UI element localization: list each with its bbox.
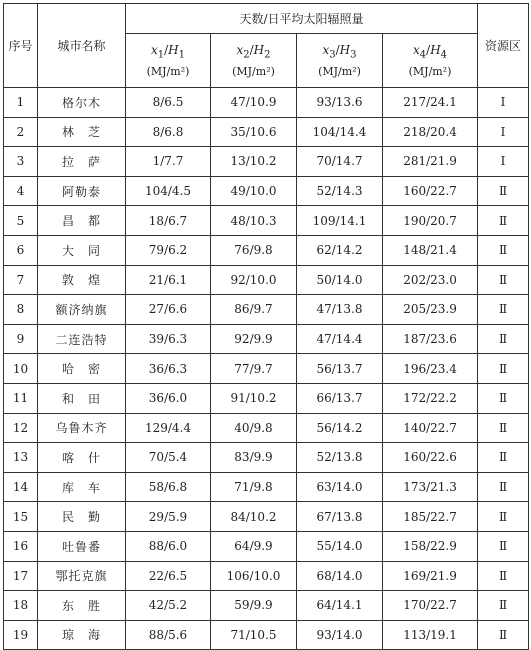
x3-h3-cell: 70/14.7: [297, 147, 383, 177]
x2-h2-cell: 59/9.9: [211, 591, 297, 621]
table-row: [4, 502, 529, 532]
x2-h2-cell: 76/9.8: [211, 235, 297, 265]
city-name-cell: 二连浩特: [38, 324, 126, 354]
x3-h3-cell: 66/13.7: [297, 383, 383, 413]
column-header-1: $x_1/H_1$ (MJ/m²): [126, 34, 211, 88]
city-name-cell: 喀 什: [38, 443, 126, 473]
row-index-cell: 8: [4, 295, 38, 325]
x1-h1-cell: 27/6.6: [126, 295, 211, 325]
column-var-x: x: [150, 43, 158, 58]
x3-h3-cell: 63/14.0: [297, 472, 383, 502]
x1-h1-cell: 129/4.4: [126, 413, 211, 443]
table-row: [4, 472, 529, 502]
x1-h1-cell: 88/6.0: [126, 531, 211, 561]
resource-zone-cell: Ⅱ: [478, 235, 529, 265]
x1-h1-cell: 70/5.4: [126, 443, 211, 473]
city-name-cell: 民 勤: [38, 502, 126, 532]
x4-h4-cell: 170/22.7: [383, 591, 478, 621]
table-row: [4, 413, 529, 443]
table-row: [4, 295, 529, 325]
x4-h4-cell: 187/23.6: [383, 324, 478, 354]
solar-radiation-table: [3, 3, 529, 650]
x3-h3-cell: 109/14.1: [297, 206, 383, 236]
x1-h1-cell: 42/5.2: [126, 591, 211, 621]
column-var-h: H: [253, 43, 265, 58]
row-index-cell: 12: [4, 413, 38, 443]
x3-h3-cell: 50/14.0: [297, 265, 383, 295]
x1-h1-cell: 39/6.3: [126, 324, 211, 354]
index-header: 序号: [4, 4, 38, 88]
days-radiation-group-header: 天数/日平均太阳辐照量: [126, 4, 478, 34]
column-var-h-index: 3: [350, 49, 357, 61]
x4-h4-cell: 281/21.9: [383, 147, 478, 177]
table-row: [4, 176, 529, 206]
x2-h2-cell: 40/9.8: [211, 413, 297, 443]
resource-zone-cell: Ⅱ: [478, 265, 529, 295]
resource-zone-cell: Ⅱ: [478, 561, 529, 591]
city-name-cell: 昌 都: [38, 206, 126, 236]
table-row: [4, 324, 529, 354]
row-index-cell: 16: [4, 531, 38, 561]
table-row: [4, 88, 529, 118]
resource-zone-cell: Ⅱ: [478, 531, 529, 561]
x1-h1-cell: 8/6.8: [126, 117, 211, 147]
x2-h2-cell: 83/9.9: [211, 443, 297, 473]
column-unit: (MJ/m²): [146, 64, 190, 78]
x3-h3-cell: 55/14.0: [297, 531, 383, 561]
table-row: [4, 591, 529, 621]
column-var-h: H: [339, 43, 351, 58]
x1-h1-cell: 36/6.0: [126, 383, 211, 413]
city-name-cell: 东 胜: [38, 591, 126, 621]
resource-zone-cell: Ⅱ: [478, 620, 529, 650]
row-index-cell: 2: [4, 117, 38, 147]
x4-h4-cell: 205/23.9: [383, 295, 478, 325]
city-name-cell: 额济纳旗: [38, 295, 126, 325]
resource-zone-cell: Ⅱ: [478, 591, 529, 621]
x2-h2-cell: 71/10.5: [211, 620, 297, 650]
column-var-h: H: [430, 43, 441, 58]
x3-h3-cell: 68/14.0: [297, 561, 383, 591]
city-name-header: 城市名称: [38, 4, 126, 88]
x4-h4-cell: 113/19.1: [383, 620, 478, 650]
city-name-cell: 大 同: [38, 235, 126, 265]
resource-zone-cell: Ⅱ: [478, 383, 529, 413]
x4-h4-cell: 148/21.4: [383, 235, 478, 265]
row-index-cell: 11: [4, 383, 38, 413]
row-index-cell: 17: [4, 561, 38, 591]
city-name-cell: 哈 密: [38, 354, 126, 384]
column-header-2: $x_2/H_2$ (MJ/m²): [211, 34, 297, 88]
row-index-cell: 7: [4, 265, 38, 295]
x4-h4-cell: 169/21.9: [383, 561, 478, 591]
city-name-cell: 吐鲁番: [38, 531, 126, 561]
x2-h2-cell: 49/10.0: [211, 176, 297, 206]
resource-zone-cell: Ⅱ: [478, 206, 529, 236]
x4-h4-cell: 190/20.7: [383, 206, 478, 236]
city-name-cell: 琼 海: [38, 620, 126, 650]
x3-h3-cell: 62/14.2: [297, 235, 383, 265]
resource-zone-cell: Ⅱ: [478, 324, 529, 354]
x2-h2-cell: 71/9.8: [211, 472, 297, 502]
column-var-x-index: 3: [329, 49, 336, 61]
x1-h1-cell: 88/5.6: [126, 620, 211, 650]
x3-h3-cell: 64/14.1: [297, 591, 383, 621]
x4-h4-cell: 185/22.7: [383, 502, 478, 532]
x1-h1-cell: 18/6.7: [126, 206, 211, 236]
column-header-3: $x_3/H_3$ (MJ/m²): [297, 34, 383, 88]
x1-h1-cell: 21/6.1: [126, 265, 211, 295]
resource-zone-cell: Ⅱ: [478, 295, 529, 325]
x1-h1-cell: 36/6.3: [126, 354, 211, 384]
table-row: [4, 235, 529, 265]
row-index-cell: 13: [4, 443, 38, 473]
x4-h4-cell: 202/23.0: [383, 265, 478, 295]
x3-h3-cell: 52/13.8: [297, 443, 383, 473]
x2-h2-cell: 86/9.7: [211, 295, 297, 325]
x2-h2-cell: 13/10.2: [211, 147, 297, 177]
x2-h2-cell: 106/10.0: [211, 561, 297, 591]
resource-zone-cell: Ⅱ: [478, 413, 529, 443]
column-var-h-index: 1: [178, 49, 186, 61]
column-var-x-index: 1: [157, 49, 165, 61]
x1-h1-cell: 29/5.9: [126, 502, 211, 532]
column-unit: (MJ/m²): [408, 64, 452, 78]
x1-h1-cell: 79/6.2: [126, 235, 211, 265]
column-var-x-index: 2: [243, 49, 250, 61]
row-index-cell: 10: [4, 354, 38, 384]
column-var-x: x: [322, 43, 330, 58]
x1-h1-cell: 22/6.5: [126, 561, 211, 591]
header-row-top: [4, 4, 529, 34]
city-name-cell: 拉 萨: [38, 147, 126, 177]
table-row: [4, 354, 529, 384]
x2-h2-cell: 92/9.9: [211, 324, 297, 354]
table-row: [4, 383, 529, 413]
column-var-x: x: [413, 43, 420, 58]
x4-h4-cell: 173/21.3: [383, 472, 478, 502]
row-index-cell: 18: [4, 591, 38, 621]
column-var-x-index: 4: [419, 49, 427, 61]
table-row: [4, 620, 529, 650]
x3-h3-cell: 47/14.4: [297, 324, 383, 354]
x2-h2-cell: 91/10.2: [211, 383, 297, 413]
resource-zone-cell: Ⅱ: [478, 443, 529, 473]
x2-h2-cell: 35/10.6: [211, 117, 297, 147]
table-row: [4, 561, 529, 591]
row-index-cell: 9: [4, 324, 38, 354]
row-index-cell: 14: [4, 472, 38, 502]
x3-h3-cell: 56/13.7: [297, 354, 383, 384]
resource-zone-cell: Ⅰ: [478, 88, 529, 118]
row-index-cell: 15: [4, 502, 38, 532]
city-name-cell: 格尔木: [38, 88, 126, 118]
column-var-h: H: [168, 43, 179, 58]
resource-zone-cell: Ⅱ: [478, 176, 529, 206]
x4-h4-cell: 217/24.1: [383, 88, 478, 118]
x1-h1-cell: 58/6.8: [126, 472, 211, 502]
x4-h4-cell: 140/22.7: [383, 413, 478, 443]
x3-h3-cell: 47/13.8: [297, 295, 383, 325]
x1-h1-cell: 1/7.7: [126, 147, 211, 177]
x3-h3-cell: 56/14.2: [297, 413, 383, 443]
x1-h1-cell: 8/6.5: [126, 88, 211, 118]
table-row: [4, 443, 529, 473]
x1-h1-cell: 104/4.5: [126, 176, 211, 206]
resource-zone-cell: Ⅱ: [478, 502, 529, 532]
x3-h3-cell: 93/14.0: [297, 620, 383, 650]
x2-h2-cell: 77/9.7: [211, 354, 297, 384]
city-name-cell: 和 田: [38, 383, 126, 413]
x3-h3-cell: 93/13.6: [297, 88, 383, 118]
x4-h4-cell: 160/22.6: [383, 443, 478, 473]
city-name-cell: 敦 煌: [38, 265, 126, 295]
x4-h4-cell: 172/22.2: [383, 383, 478, 413]
column-header-4: $x_4/H_4$ (MJ/m²): [383, 34, 478, 88]
x4-h4-cell: 158/22.9: [383, 531, 478, 561]
column-var-h-index: 4: [440, 49, 448, 61]
city-name-cell: 库 车: [38, 472, 126, 502]
resource-zone-cell: Ⅰ: [478, 117, 529, 147]
row-index-cell: 1: [4, 88, 38, 118]
x3-h3-cell: 104/14.4: [297, 117, 383, 147]
x4-h4-cell: 218/20.4: [383, 117, 478, 147]
column-unit: (MJ/m²): [318, 64, 361, 78]
table-row: [4, 531, 529, 561]
x3-h3-cell: 52/14.3: [297, 176, 383, 206]
row-index-cell: 5: [4, 206, 38, 236]
table-body: [4, 88, 529, 650]
city-name-cell: 乌鲁木齐: [38, 413, 126, 443]
column-var-x: x: [236, 43, 244, 58]
city-name-cell: 林 芝: [38, 117, 126, 147]
city-name-cell: 鄂托克旗: [38, 561, 126, 591]
x2-h2-cell: 84/10.2: [211, 502, 297, 532]
row-index-cell: 3: [4, 147, 38, 177]
resource-zone-cell: Ⅰ: [478, 147, 529, 177]
x3-h3-cell: 67/13.8: [297, 502, 383, 532]
column-unit: (MJ/m²): [232, 64, 275, 78]
table-row: [4, 206, 529, 236]
table-row: [4, 147, 529, 177]
x2-h2-cell: 48/10.3: [211, 206, 297, 236]
table-row: [4, 117, 529, 147]
resource-zone-cell: Ⅱ: [478, 472, 529, 502]
x2-h2-cell: 92/10.0: [211, 265, 297, 295]
table-row: [4, 265, 529, 295]
x4-h4-cell: 160/22.7: [383, 176, 478, 206]
city-name-cell: 阿勒泰: [38, 176, 126, 206]
x2-h2-cell: 47/10.9: [211, 88, 297, 118]
row-index-cell: 6: [4, 235, 38, 265]
row-index-cell: 19: [4, 620, 38, 650]
column-var-h-index: 2: [264, 49, 271, 61]
resource-zone-header: 资源区: [478, 4, 529, 88]
x2-h2-cell: 64/9.9: [211, 531, 297, 561]
row-index-cell: 4: [4, 176, 38, 206]
resource-zone-cell: Ⅱ: [478, 354, 529, 384]
x4-h4-cell: 196/23.4: [383, 354, 478, 384]
